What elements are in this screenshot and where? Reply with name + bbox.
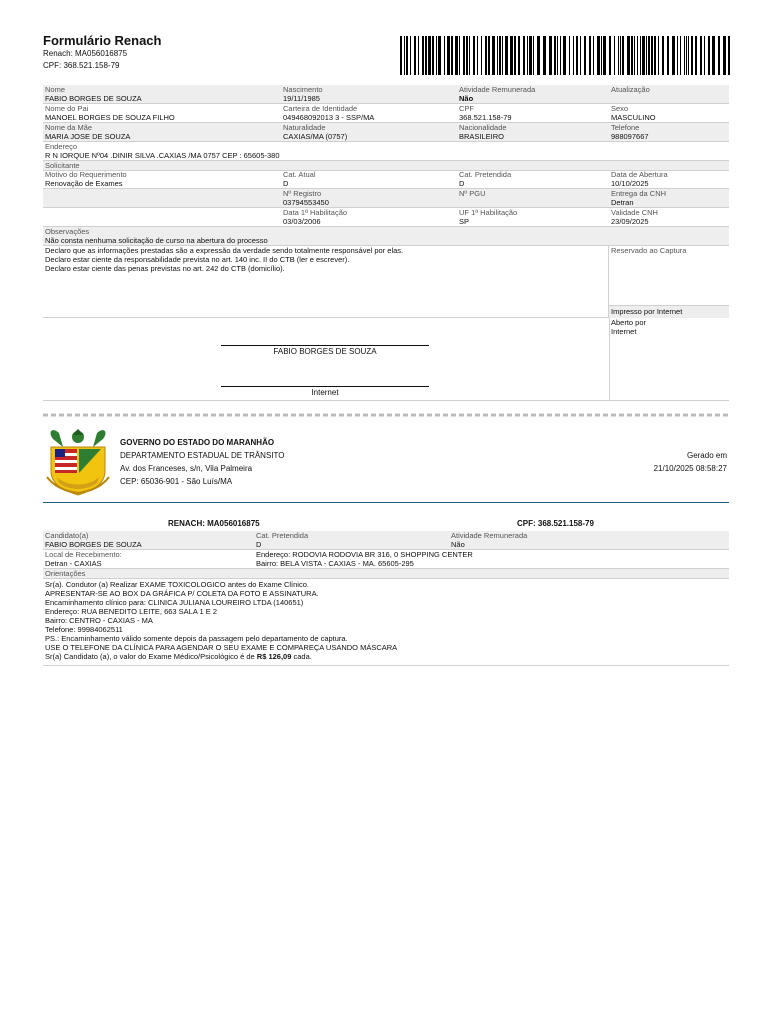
field-atividade-remunerada-2: Atividade Remunerada Não — [451, 531, 528, 549]
field-carteira-identidade: Carteira de Identidade 049468092013 3 - SSP/MA — [283, 104, 375, 122]
field-numero-pgu: Nº PGU — [459, 189, 486, 198]
page-title: Formulário Renach — [43, 33, 162, 48]
field-cat-pretendida: Cat. Pretendida D — [459, 170, 512, 188]
declaration-block — [43, 246, 729, 318]
gerado-em-label: Gerado em — [686, 451, 727, 460]
field-local-recebimento: Local de Recebimento: Detran - CAXIAS — [45, 550, 122, 568]
enc-row-candidate — [43, 531, 729, 550]
field-cat-pretendida-2: Cat. Pretendida D — [256, 531, 309, 549]
impresso-por-box: Impresso por Internet — [609, 305, 729, 318]
signature-line — [221, 386, 429, 387]
page-header — [43, 32, 729, 80]
field-local-endereco: Endereço: RODOVIA RODOVIA BR 316, 0 SHOPPING CENTER Bairro: BELA VISTA - CAXIAS - MA. 65605-295 — [256, 550, 473, 568]
field-telefone: Telefone 988097667 — [611, 123, 649, 141]
gerado-em-value: 21/10/2025 08:58:27 — [653, 464, 727, 473]
barcode-icon — [400, 36, 730, 75]
form-row-father — [43, 104, 729, 123]
enc-row-orientacoes — [43, 579, 729, 666]
field-validade-cnh: Validade CNH 23/09/2025 — [611, 208, 658, 226]
enc-row-orientacoes-label — [43, 569, 729, 579]
orientacao-line: USE O TELEFONE DA CLÍNICA PARA AGENDAR O SEU EXAME E COMPAREÇA USANDO MÁSCARA — [45, 643, 398, 652]
cut-line-divider — [43, 413, 729, 417]
orientacao-line: APRESENTAR-SE AO BOX DA GRÁFICA P/ COLETA DA FOTO E ASSINATURA. — [45, 589, 319, 598]
gov-address: Av. dos Franceses, s/n, Vila Palmeira — [120, 464, 253, 473]
signature-origin: Internet — [311, 388, 339, 397]
field-data-abertura: Data de Abertura 10/10/2025 — [611, 170, 668, 188]
field-motivo: Motivo do Requerimento Renovação de Exames — [45, 170, 127, 188]
orientacao-line-price: Sr(a) Candidato (a), o valor do Exame Médico/Psicológico é de R$ 126,09 cada. — [45, 652, 312, 661]
gov-title: GOVERNO DO ESTADO DO MARANHÃO — [120, 438, 275, 447]
form-row-request — [43, 170, 729, 189]
field-nome-pai: Nome do Pai MANOEL BORGES DE SOUZA FILHO — [45, 104, 175, 122]
field-atualizacao: Atualização — [611, 85, 650, 94]
field-observacoes: Observações Não consta nenhuma solicitação de curso na abertura do processo — [45, 227, 268, 245]
field-nascimento: Nascimento 19/11/1985 — [283, 85, 323, 103]
field-nacionalidade: Nacionalidade BRASILEIRO — [459, 123, 507, 141]
declaration-line: Declaro estar ciente das penas previstas no art. 242 do CTB (domicílio). — [45, 264, 285, 273]
renach-number: Renach: MA056016875 — [43, 49, 128, 58]
header-rule — [43, 502, 729, 503]
field-entrega-cnh: Entrega da CNH Detran — [611, 189, 667, 207]
signature-area — [43, 318, 610, 400]
encaminhamento-table — [43, 531, 729, 666]
form-row-mother — [43, 123, 729, 142]
orientacao-line: PS.: Encaminhamento válido somente depois da passagem pelo departamento de captura. — [45, 634, 348, 643]
field-sexo: Sexo MASCULINO — [611, 104, 656, 122]
cpf-number: CPF: 368.521.158-79 — [43, 61, 120, 70]
gov-department: DEPARTAMENTO ESTADUAL DE TRÂNSITO — [120, 451, 285, 460]
field-cat-atual: Cat. Atual D — [283, 170, 316, 188]
orientacao-line: Bairro: CENTRO - CAXIAS - MA — [45, 616, 153, 625]
signature-name: FABIO BORGES DE SOUZA — [273, 347, 377, 356]
form-row-registro — [43, 189, 729, 208]
orientacao-line: Endereço: RUA BENEDITO LEITE, 663 SALA 1 E 2 — [45, 607, 218, 616]
form-row-observacoes — [43, 227, 729, 246]
aberto-por: Aberto por Internet — [611, 318, 647, 336]
form-row-habilitacao — [43, 208, 729, 227]
declaration-line: Declaro estar ciente da responsabilidade prevista no art. 140 inc. II do CTB (ler e escrever). — [45, 255, 350, 264]
field-atividade-remunerada: Atividade Remunerada Não — [459, 85, 536, 103]
second-cpf: CPF: 368.521.158-79 — [517, 519, 594, 528]
signature-block — [43, 318, 729, 401]
orientacao-line: Sr(a). Condutor (a) Realizar EXAME TOXICOLOGICO antes do Exame Clínico. — [45, 580, 309, 589]
reservado-captura-label: Reservado ao Captura — [611, 246, 687, 255]
field-cpf: CPF 368.521.158-79 — [459, 104, 512, 122]
declaration-text — [43, 246, 609, 317]
field-endereco: Endereço R N IORQUE Nº04 .DINIR SILVA .CAXIAS /MA 0757 CEP : 65605-380 — [45, 142, 280, 160]
field-nome-mae: Nome da Mãe MARIA JOSE DE SOUZA — [45, 123, 131, 141]
gov-cep: CEP: 65036-901 - São Luís/MA — [120, 477, 233, 486]
section-orientacoes: Orientações — [45, 569, 86, 578]
field-nome: Nome FABIO BORGES DE SOUZA — [45, 85, 142, 103]
second-renach: RENACH: MA056016875 — [168, 519, 260, 528]
field-data-primeira-habilitacao: Data 1ª Habilitação 03/03/2006 — [283, 208, 348, 226]
field-naturalidade: Naturalidade CAXIAS/MA (0757) — [283, 123, 348, 141]
form-row-identity — [43, 85, 729, 104]
orientacao-line: Encaminhamento clínico para: CLINICA JULIANA LOUREIRO LTDA (140651) — [45, 598, 304, 607]
orientacao-line: Telefone: 99984062511 — [45, 625, 123, 634]
declaration-line: Declaro que as informações prestadas são a expressão da verdade sendo totalmente responsável por elas. — [45, 246, 404, 255]
field-uf-primeira-habilitacao: UF 1ª Habilitação SP — [459, 208, 518, 226]
field-candidato: Candidato(a) FABIO BORGES DE SOUZA — [45, 531, 142, 549]
form-row-address — [43, 142, 729, 161]
orientacoes-text — [43, 579, 729, 665]
signature-line — [221, 345, 429, 346]
section-solicitante: Solicitante — [45, 161, 80, 170]
field-numero-registro: Nº Registro 03794553450 — [283, 189, 329, 207]
maranhao-coat-of-arms-icon — [43, 427, 113, 497]
renach-form — [43, 85, 729, 400]
enc-row-local — [43, 550, 729, 569]
